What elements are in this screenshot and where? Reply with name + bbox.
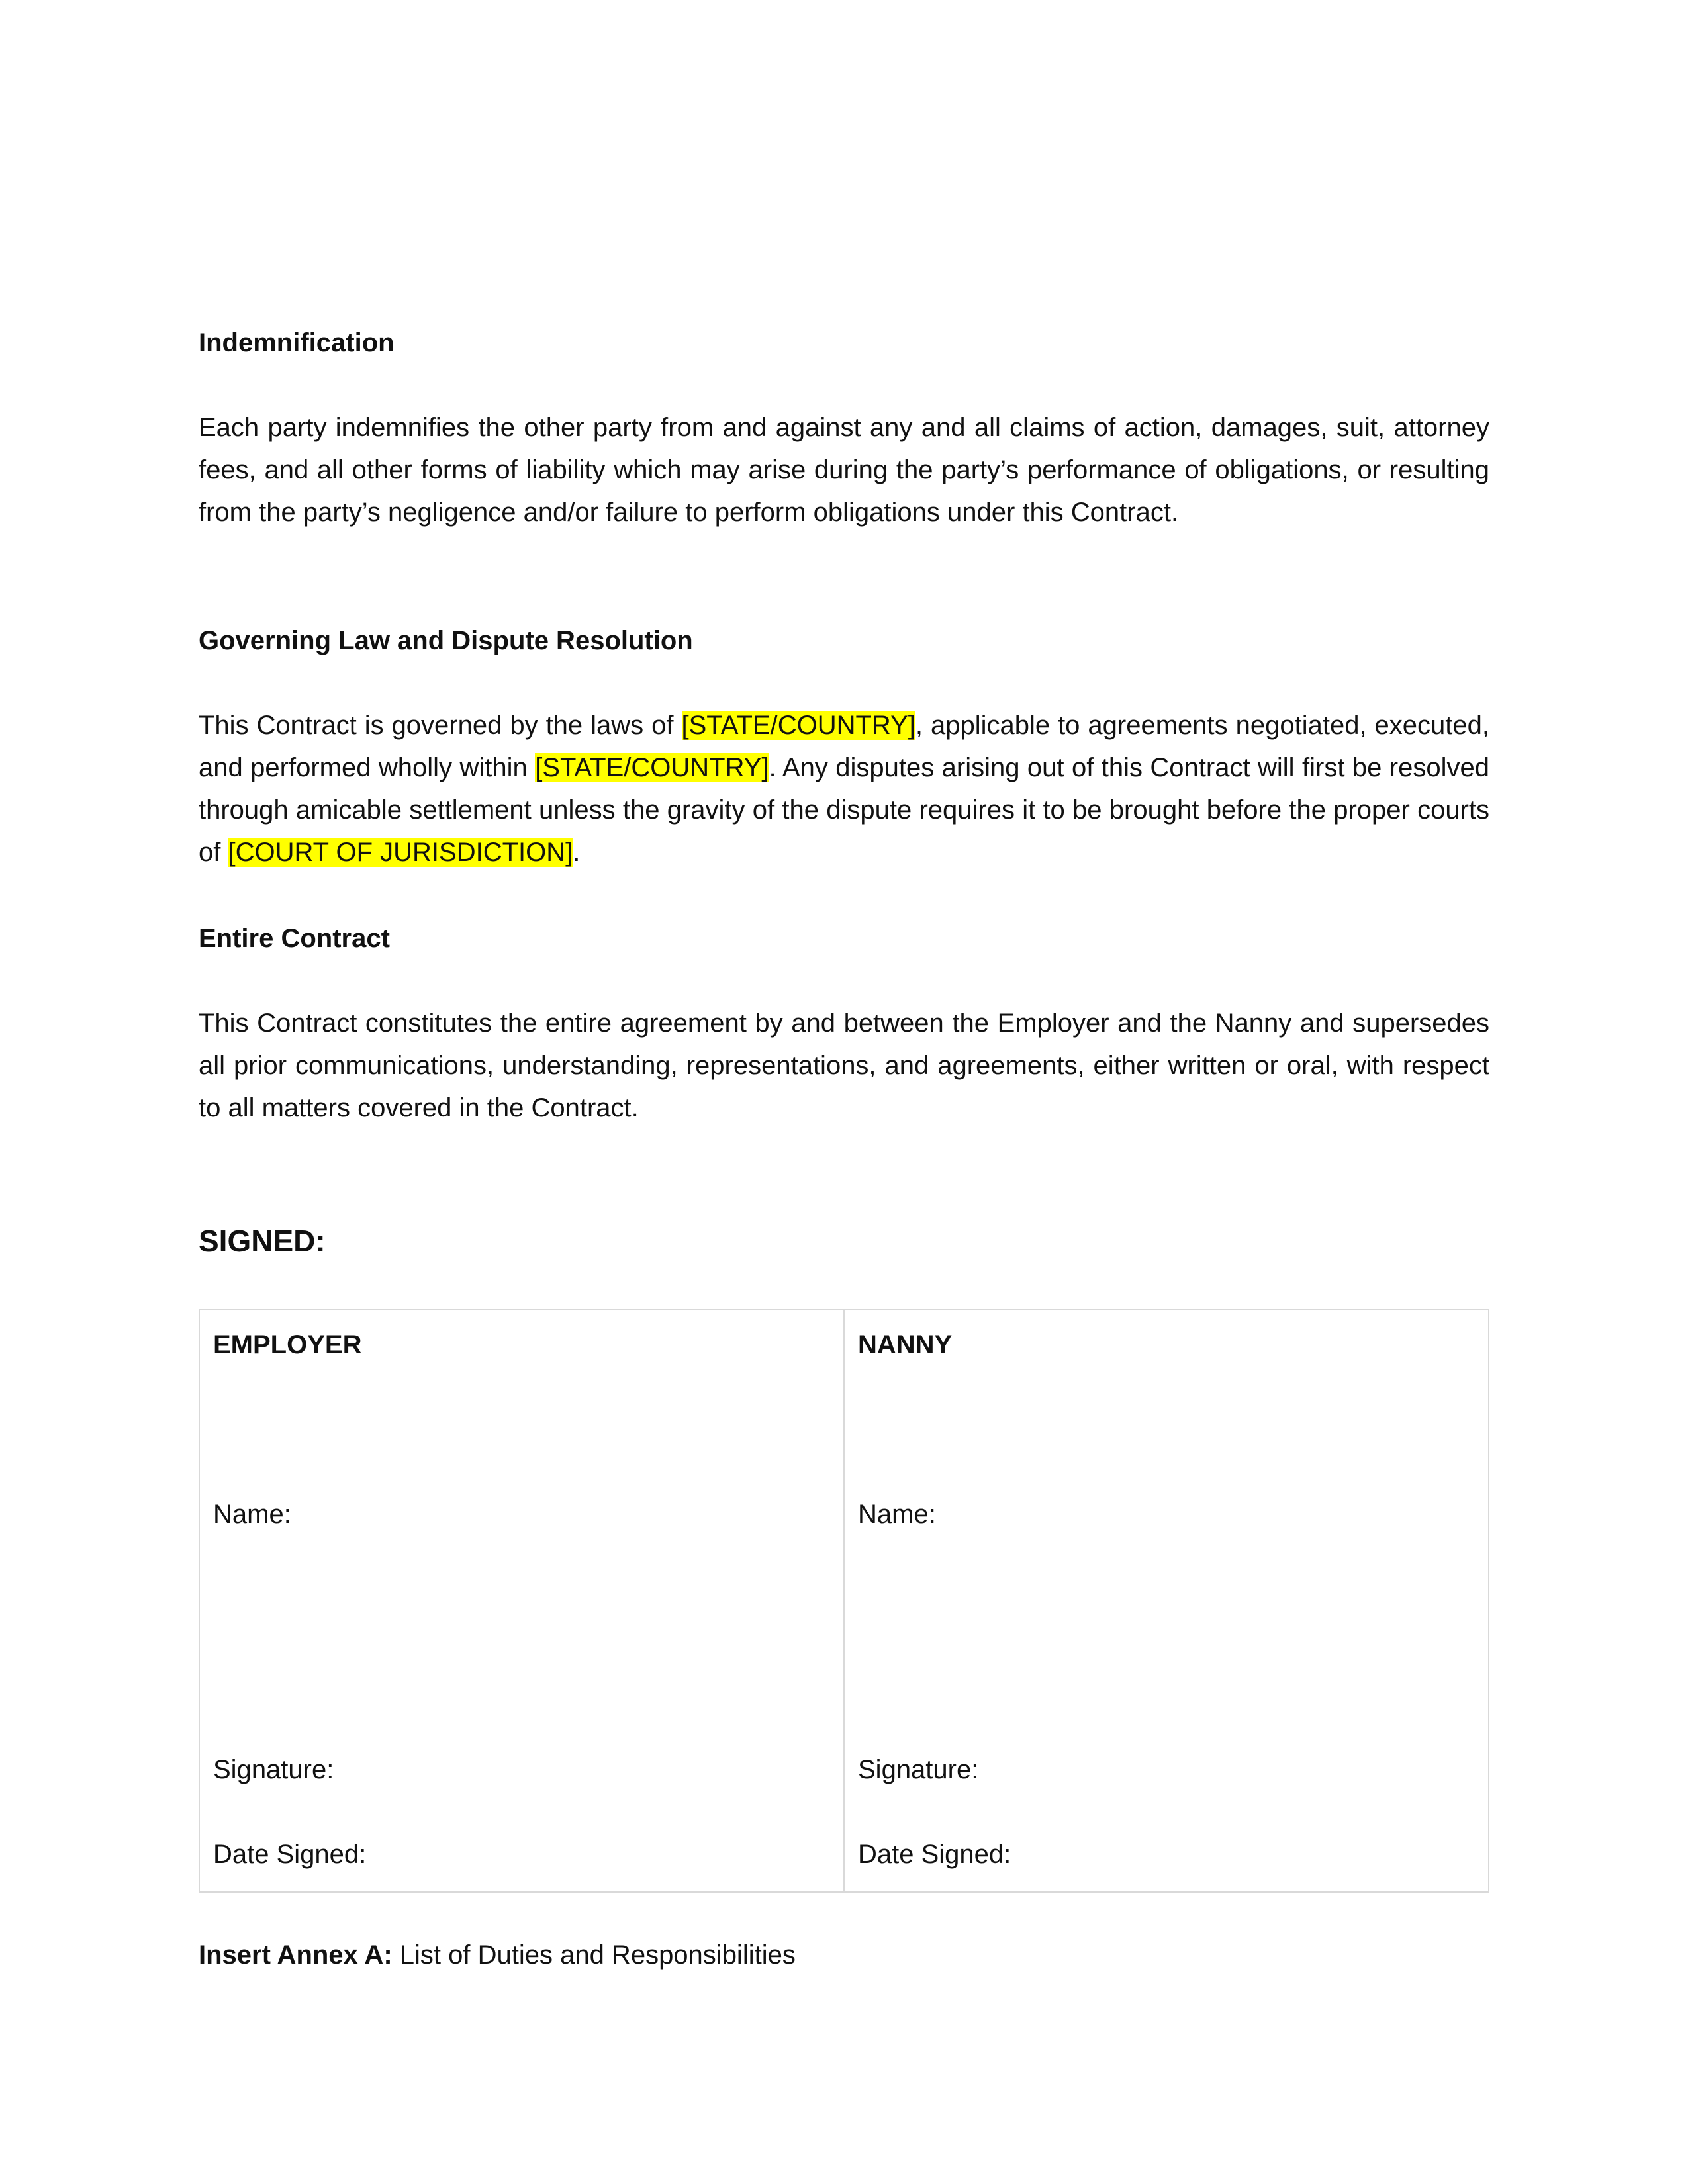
- nanny-signature-label: Signature:: [858, 1755, 979, 1784]
- governing-law-text-4: .: [573, 838, 581, 867]
- indemnification-heading: Indemnification: [199, 328, 395, 357]
- governing-law-text-3: . Any disputes arising out of this Contract will first be resolved through amicable settlement unless the gravity of the dispute requires it to be brought before the proper courts of: [199, 753, 1489, 867]
- nanny-date-signed-label: Date Signed:: [858, 1840, 1011, 1869]
- entire-contract-heading: Entire Contract: [199, 924, 390, 953]
- signed-title: SIGNED:: [199, 1224, 326, 1258]
- nanny-label: NANNY: [858, 1330, 953, 1359]
- annex-text: List of Duties and Responsibilities: [392, 1940, 796, 1970]
- signature-table: [199, 1309, 1489, 1893]
- nanny-column: [843, 1310, 1488, 1891]
- governing-law-text-1: This Contract is governed by the laws of: [199, 711, 682, 740]
- state-country-placeholder-2: [STATE/COUNTRY]: [535, 753, 769, 782]
- employer-signature-label: Signature:: [213, 1755, 334, 1784]
- governing-law-paragraph: [199, 704, 1489, 874]
- state-country-placeholder-1: [STATE/COUNTRY]: [681, 711, 915, 740]
- employer-date-signed-label: Date Signed:: [213, 1840, 367, 1869]
- governing-law-text-2: , applicable to agreements negotiated, executed, and performed wholly within: [199, 711, 1490, 782]
- employer-label: EMPLOYER: [213, 1330, 362, 1359]
- annex-label: Insert Annex A:: [199, 1940, 393, 1970]
- annex-line: [199, 1934, 796, 1976]
- employer-name-label: Name:: [213, 1500, 291, 1529]
- governing-law-heading: Governing Law and Dispute Resolution: [199, 626, 693, 655]
- court-of-jurisdiction-placeholder: [COURT OF JURISDICTION]: [228, 838, 573, 867]
- entire-contract-paragraph: This Contract constitutes the entire agreement by and between the Employer and the Nanny and supersedes all prior communications, understanding, representations, and agreements, either written or oral, with respect to all matters covered in the Contract.: [199, 1009, 1489, 1122]
- indemnification-paragraph: Each party indemnifies the other party from and against any and all claims of action, damages, suit, attorney fees, and all other forms of liability which may arise during the party’s performance of obligations, or resulting from the party’s negligence and/or failure to perform obligations under this Contract.: [199, 413, 1489, 527]
- nanny-name-label: Name:: [858, 1500, 936, 1529]
- employer-column: [200, 1310, 843, 1891]
